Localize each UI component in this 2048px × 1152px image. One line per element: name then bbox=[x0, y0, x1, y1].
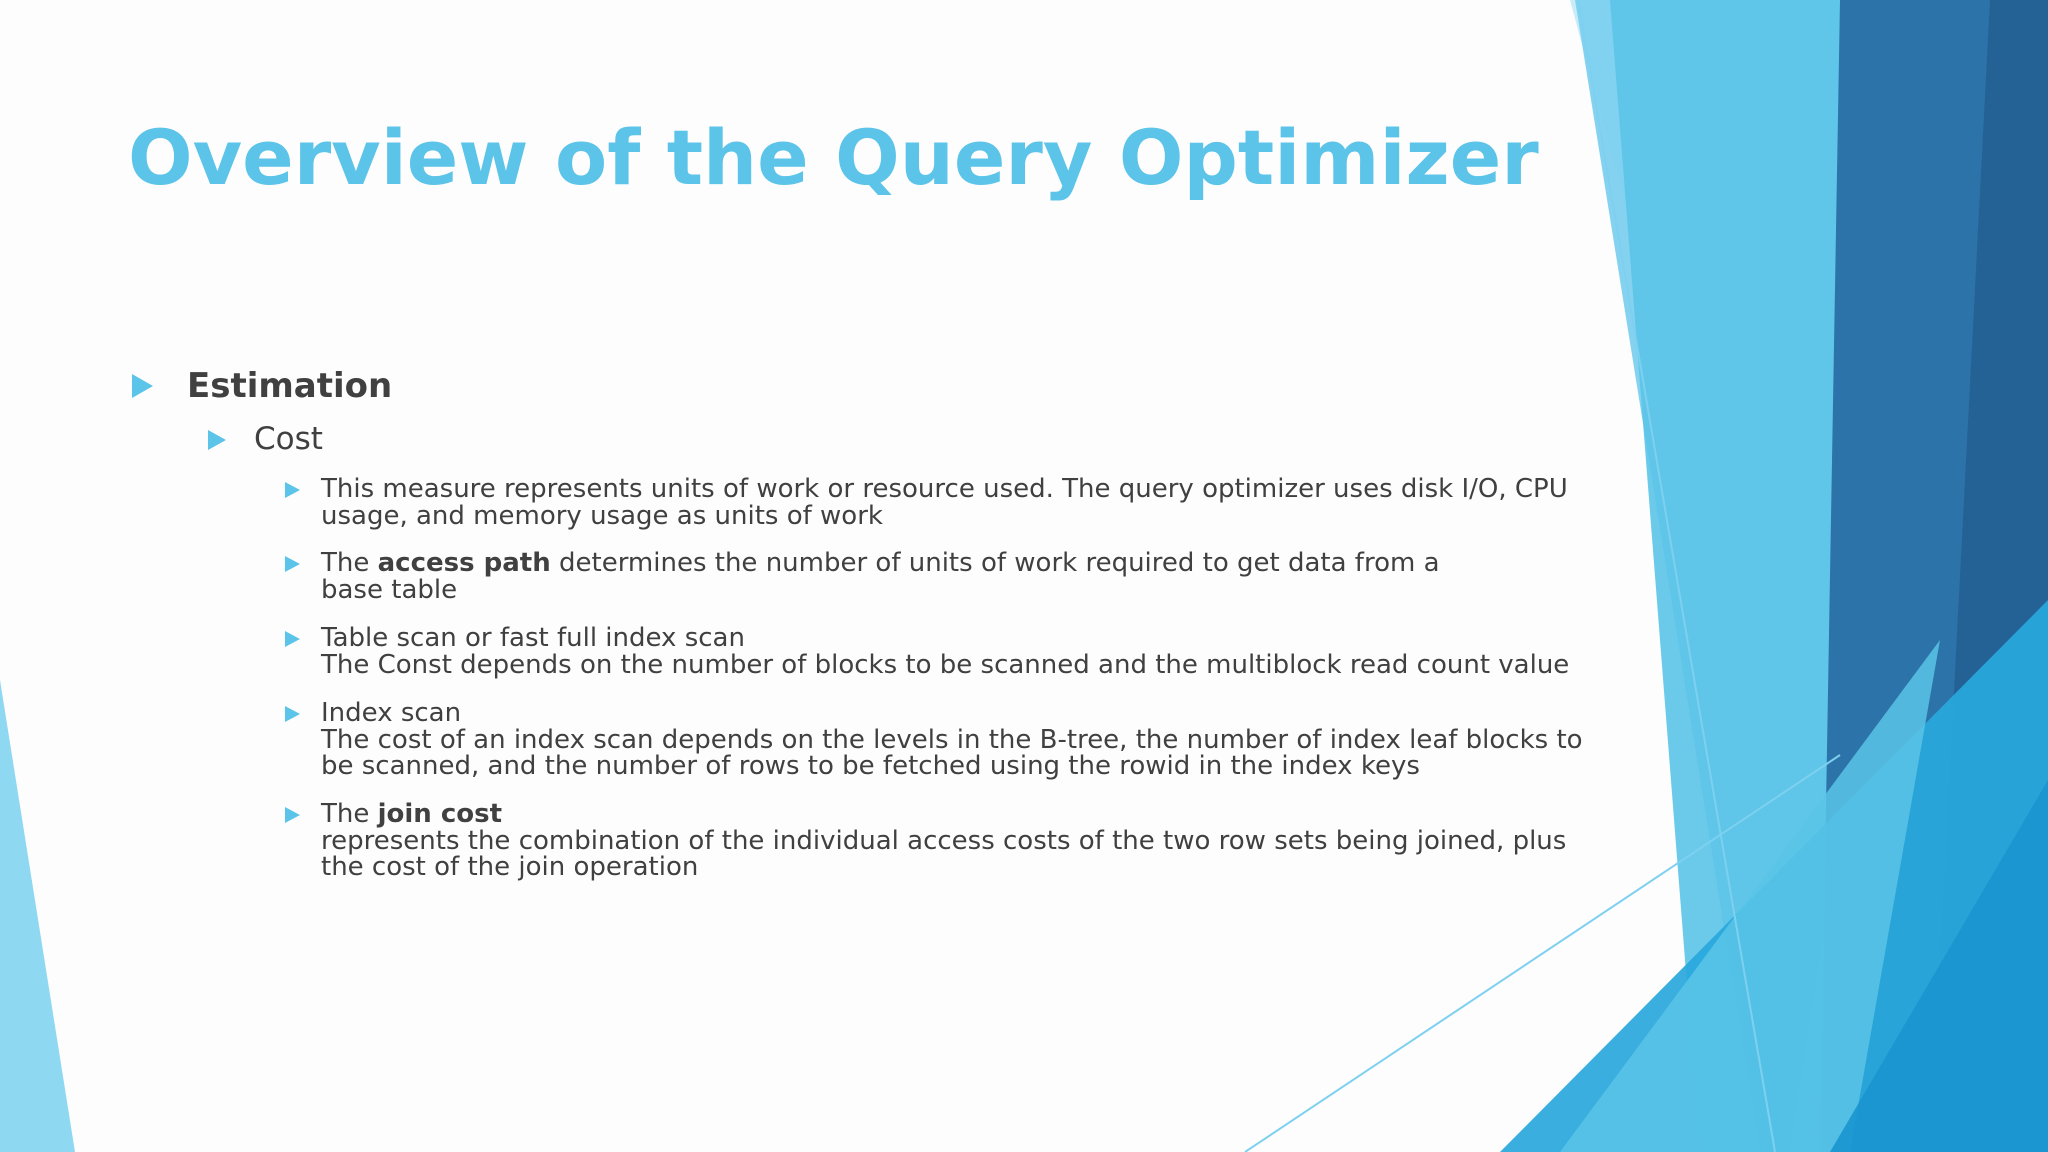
bullet-text-post: determines the number of units of work required to get data from a bbox=[550, 548, 1440, 578]
bullet-index-scan bbox=[321, 700, 1583, 780]
bullet-access-path bbox=[321, 550, 1440, 603]
bullet-text-line: Index scan bbox=[321, 698, 462, 728]
bullet-text-line: represents the combination of the individual access costs of the two row sets being joined, plus bbox=[321, 825, 1567, 856]
bullet-arrow-icon bbox=[208, 430, 226, 450]
bullet-level2-cost: Cost bbox=[254, 421, 323, 457]
bullet-arrow-icon bbox=[285, 706, 300, 722]
bullet-text-pre: The bbox=[321, 548, 378, 578]
bullet-arrow-icon bbox=[285, 807, 300, 823]
bullet-text-bold: join cost bbox=[377, 799, 503, 829]
bullet-arrow-icon bbox=[285, 631, 300, 647]
bullet-text-bold: access path bbox=[377, 548, 551, 578]
bullet-text-line: The Const depends on the number of blocks to be scanned and the multiblock read count value bbox=[321, 649, 1570, 680]
bullet-text-line: base table bbox=[321, 574, 458, 605]
bullet-arrow-icon bbox=[132, 374, 153, 398]
bullet-table-scan bbox=[321, 625, 1569, 678]
bullet-text-line: the cost of the join operation bbox=[321, 852, 699, 882]
bullet-text-line bbox=[321, 801, 1566, 828]
left-accent-shape bbox=[0, 680, 75, 1152]
bullet-arrow-icon bbox=[285, 482, 300, 498]
bullet-text-line: This measure represents units of work or resource used. The query optimizer uses disk I/O, CPU bbox=[321, 474, 1568, 504]
bullet-cost-measure bbox=[321, 476, 1568, 529]
bullet-text-line bbox=[321, 550, 1440, 577]
bullet-join-cost bbox=[321, 801, 1566, 881]
bullet-text-line: Table scan or fast full index scan bbox=[321, 623, 745, 653]
bullet-text-line: The cost of an index scan depends on the levels in the B-tree, the number of index leaf blocks to bbox=[321, 724, 1583, 755]
bullet-text-line: usage, and memory usage as units of work bbox=[321, 500, 883, 531]
bullet-text-line: be scanned, and the number of rows to be fetched using the rowid in the index keys bbox=[321, 751, 1420, 781]
slide-title: Overview of the Query Optimizer bbox=[128, 113, 1539, 202]
bullet-text-pre: The bbox=[321, 799, 378, 829]
bullet-level1-estimation: Estimation bbox=[187, 366, 393, 406]
bullet-arrow-icon bbox=[285, 556, 300, 572]
